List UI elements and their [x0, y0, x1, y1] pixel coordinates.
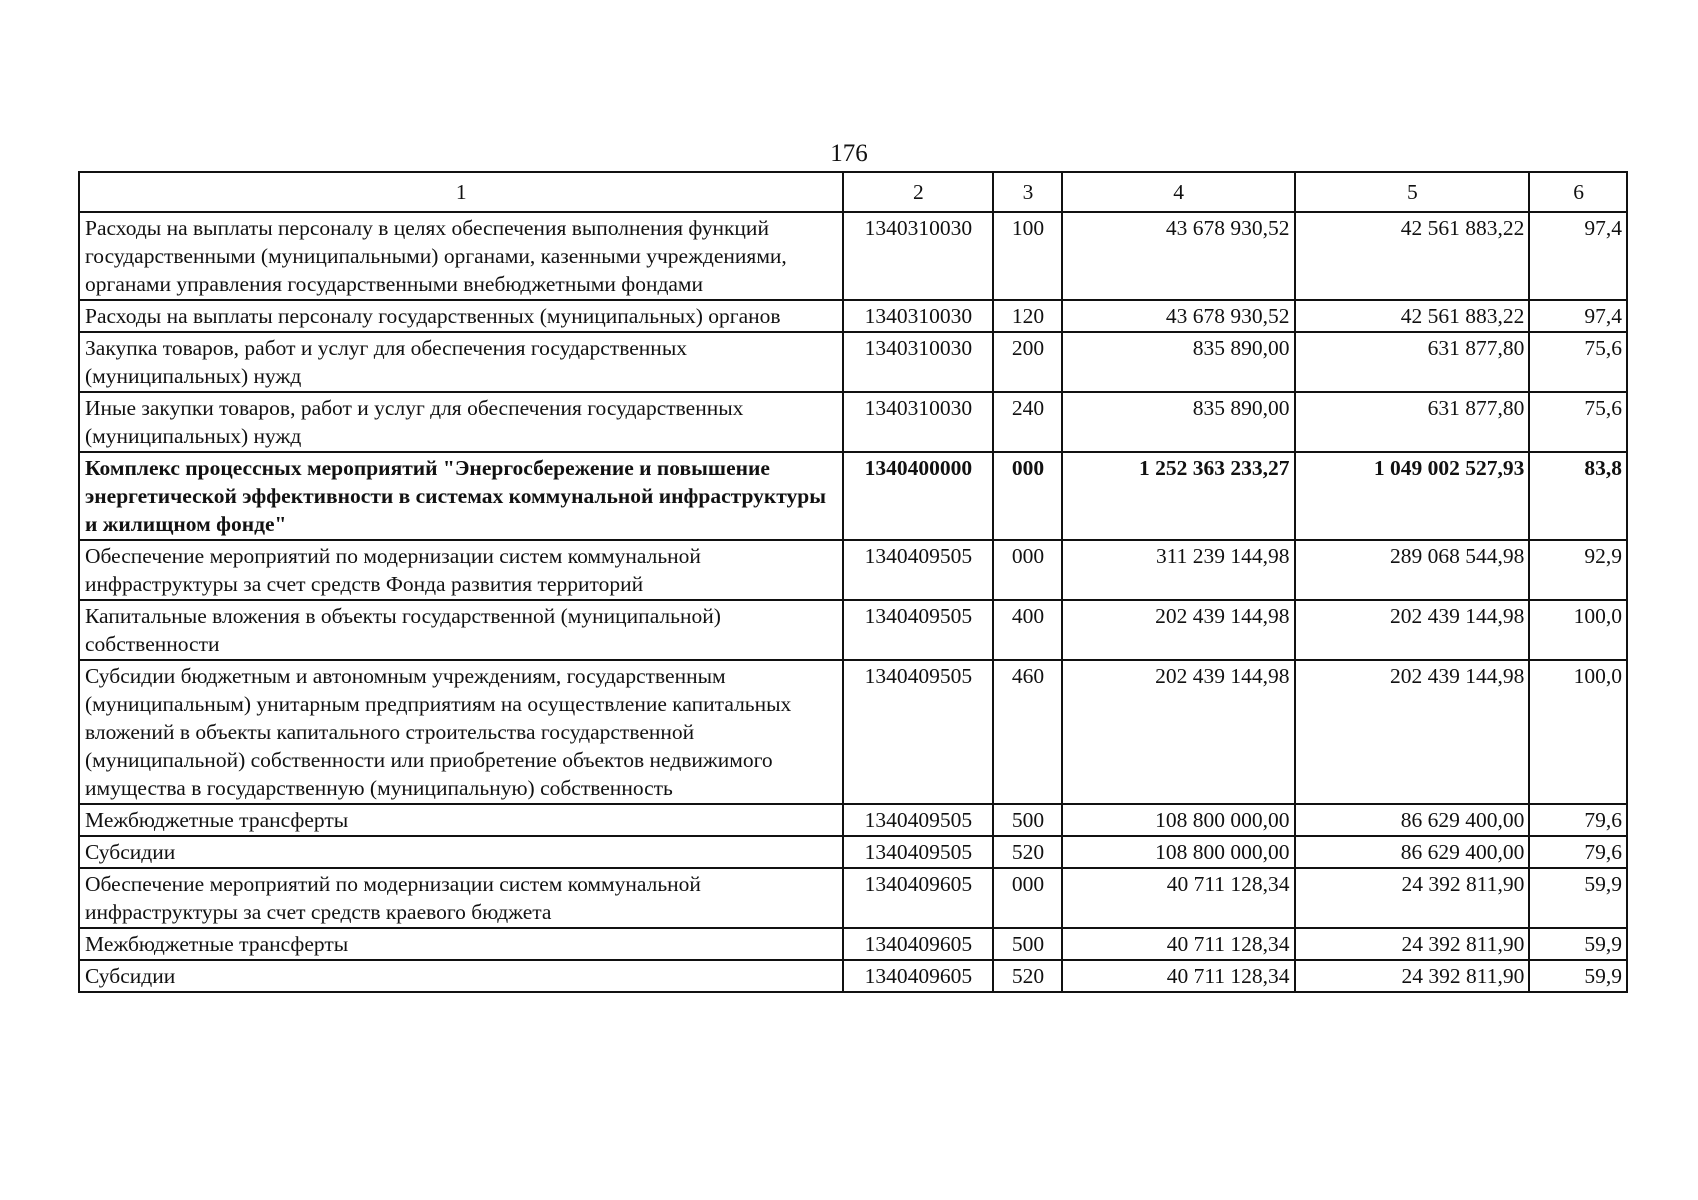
planned-amount-cell: 311 239 144,98	[1062, 540, 1295, 600]
planned-amount-cell: 202 439 144,98	[1062, 600, 1295, 660]
target-code-cell: 1340409605	[843, 960, 994, 992]
expense-type-cell: 400	[993, 600, 1062, 660]
planned-amount-cell: 43 678 930,52	[1062, 300, 1295, 332]
execution-percent-cell: 83,8	[1529, 452, 1627, 540]
expense-name-cell: Субсидии	[79, 836, 843, 868]
expense-type-cell: 000	[993, 868, 1062, 928]
execution-percent-cell: 59,9	[1529, 868, 1627, 928]
expense-name-cell: Межбюджетные трансферты	[79, 928, 843, 960]
actual-amount-cell: 24 392 811,90	[1295, 960, 1530, 992]
actual-amount-cell: 631 877,80	[1295, 332, 1530, 392]
expense-type-cell: 500	[993, 804, 1062, 836]
actual-amount-cell: 202 439 144,98	[1295, 600, 1530, 660]
execution-percent-cell: 97,4	[1529, 212, 1627, 300]
expense-name-cell: Расходы на выплаты персоналу государственных (муниципальных) органов	[79, 300, 843, 332]
expense-name-cell: Закупка товаров, работ и услуг для обеспечения государственных (муниципальных) нужд	[79, 332, 843, 392]
table-row	[79, 332, 1627, 392]
actual-amount-cell: 42 561 883,22	[1295, 212, 1530, 300]
expense-type-cell: 240	[993, 392, 1062, 452]
execution-percent-cell: 79,6	[1529, 804, 1627, 836]
target-code-cell: 1340400000	[843, 452, 994, 540]
expense-name-cell: Обеспечение мероприятий по модернизации систем коммунальной инфраструктуры за счет средств Фонда развития территорий	[79, 540, 843, 600]
header-row	[79, 172, 1627, 212]
target-code-cell: 1340409505	[843, 660, 994, 804]
expense-type-cell: 500	[993, 928, 1062, 960]
planned-amount-cell: 40 711 128,34	[1062, 868, 1295, 928]
execution-percent-cell: 97,4	[1529, 300, 1627, 332]
expense-name-cell: Расходы на выплаты персоналу в целях обеспечения выполнения функций государственными (муниципальными) органами, казенными учреждениями, органами управления государственными внебюджетными фондами	[79, 212, 843, 300]
table-row	[79, 868, 1627, 928]
expense-type-cell: 120	[993, 300, 1062, 332]
expense-name-cell: Субсидии	[79, 960, 843, 992]
expense-type-cell: 520	[993, 836, 1062, 868]
expense-name-cell: Иные закупки товаров, работ и услуг для обеспечения государственных (муниципальных) нужд	[79, 392, 843, 452]
table-row	[79, 660, 1627, 804]
expense-type-cell: 000	[993, 540, 1062, 600]
planned-amount-cell: 43 678 930,52	[1062, 212, 1295, 300]
table-row	[79, 836, 1627, 868]
actual-amount-cell: 86 629 400,00	[1295, 836, 1530, 868]
planned-amount-cell: 202 439 144,98	[1062, 660, 1295, 804]
expense-type-cell: 100	[993, 212, 1062, 300]
target-code-cell: 1340310030	[843, 300, 994, 332]
page-number: 176	[830, 140, 868, 167]
execution-percent-cell: 79,6	[1529, 836, 1627, 868]
planned-amount-cell: 40 711 128,34	[1062, 928, 1295, 960]
planned-amount-cell: 108 800 000,00	[1062, 836, 1295, 868]
column-header-2: 2	[843, 172, 994, 212]
column-header-4: 4	[1062, 172, 1295, 212]
table-row	[79, 928, 1627, 960]
planned-amount-cell: 108 800 000,00	[1062, 804, 1295, 836]
target-code-cell: 1340310030	[843, 392, 994, 452]
table-row	[79, 540, 1627, 600]
table-row	[79, 804, 1627, 836]
target-code-cell: 1340409505	[843, 600, 994, 660]
execution-percent-cell: 75,6	[1529, 392, 1627, 452]
table-row	[79, 300, 1627, 332]
actual-amount-cell: 202 439 144,98	[1295, 660, 1530, 804]
expense-name-cell: Межбюджетные трансферты	[79, 804, 843, 836]
column-header-6: 6	[1529, 172, 1627, 212]
expense-type-cell: 460	[993, 660, 1062, 804]
expense-name-cell: Комплекс процессных мероприятий "Энергосбережение и повышение энергетической эффективности в системах коммунальной инфраструктуры и жилищном фонде"	[79, 452, 843, 540]
column-header-3: 3	[993, 172, 1062, 212]
expense-name-cell: Капитальные вложения в объекты государственной (муниципальной) собственности	[79, 600, 843, 660]
budget-table	[78, 171, 1628, 993]
table-body	[79, 212, 1627, 992]
execution-percent-cell: 100,0	[1529, 660, 1627, 804]
expense-type-cell: 200	[993, 332, 1062, 392]
planned-amount-cell: 1 252 363 233,27	[1062, 452, 1295, 540]
actual-amount-cell: 24 392 811,90	[1295, 928, 1530, 960]
column-header-5: 5	[1295, 172, 1530, 212]
table-row	[79, 600, 1627, 660]
actual-amount-cell: 1 049 002 527,93	[1295, 452, 1530, 540]
table-row	[79, 392, 1627, 452]
target-code-cell: 1340409505	[843, 540, 994, 600]
execution-percent-cell: 75,6	[1529, 332, 1627, 392]
actual-amount-cell: 289 068 544,98	[1295, 540, 1530, 600]
table-row	[79, 212, 1627, 300]
actual-amount-cell: 86 629 400,00	[1295, 804, 1530, 836]
execution-percent-cell: 59,9	[1529, 928, 1627, 960]
table-row	[79, 960, 1627, 992]
expense-type-cell: 520	[993, 960, 1062, 992]
expense-name-cell: Обеспечение мероприятий по модернизации систем коммунальной инфраструктуры за счет средств краевого бюджета	[79, 868, 843, 928]
actual-amount-cell: 42 561 883,22	[1295, 300, 1530, 332]
actual-amount-cell: 631 877,80	[1295, 392, 1530, 452]
target-code-cell: 1340310030	[843, 332, 994, 392]
execution-percent-cell: 59,9	[1529, 960, 1627, 992]
target-code-cell: 1340409505	[843, 804, 994, 836]
execution-percent-cell: 100,0	[1529, 600, 1627, 660]
execution-percent-cell: 92,9	[1529, 540, 1627, 600]
table-row	[79, 452, 1627, 540]
expense-name-cell: Субсидии бюджетным и автономным учреждениям, государственным (муниципальным) унитарным предприятиям на осуществление капитальных вложений в объекты капитального строительства государственной (муниципальной) собственности или приобретение объектов недвижимого имущества в государственную (муниципальную) собственность	[79, 660, 843, 804]
target-code-cell: 1340310030	[843, 212, 994, 300]
target-code-cell: 1340409505	[843, 836, 994, 868]
target-code-cell: 1340409605	[843, 868, 994, 928]
expense-type-cell: 000	[993, 452, 1062, 540]
planned-amount-cell: 835 890,00	[1062, 392, 1295, 452]
actual-amount-cell: 24 392 811,90	[1295, 868, 1530, 928]
planned-amount-cell: 40 711 128,34	[1062, 960, 1295, 992]
column-header-1: 1	[79, 172, 843, 212]
planned-amount-cell: 835 890,00	[1062, 332, 1295, 392]
target-code-cell: 1340409605	[843, 928, 994, 960]
